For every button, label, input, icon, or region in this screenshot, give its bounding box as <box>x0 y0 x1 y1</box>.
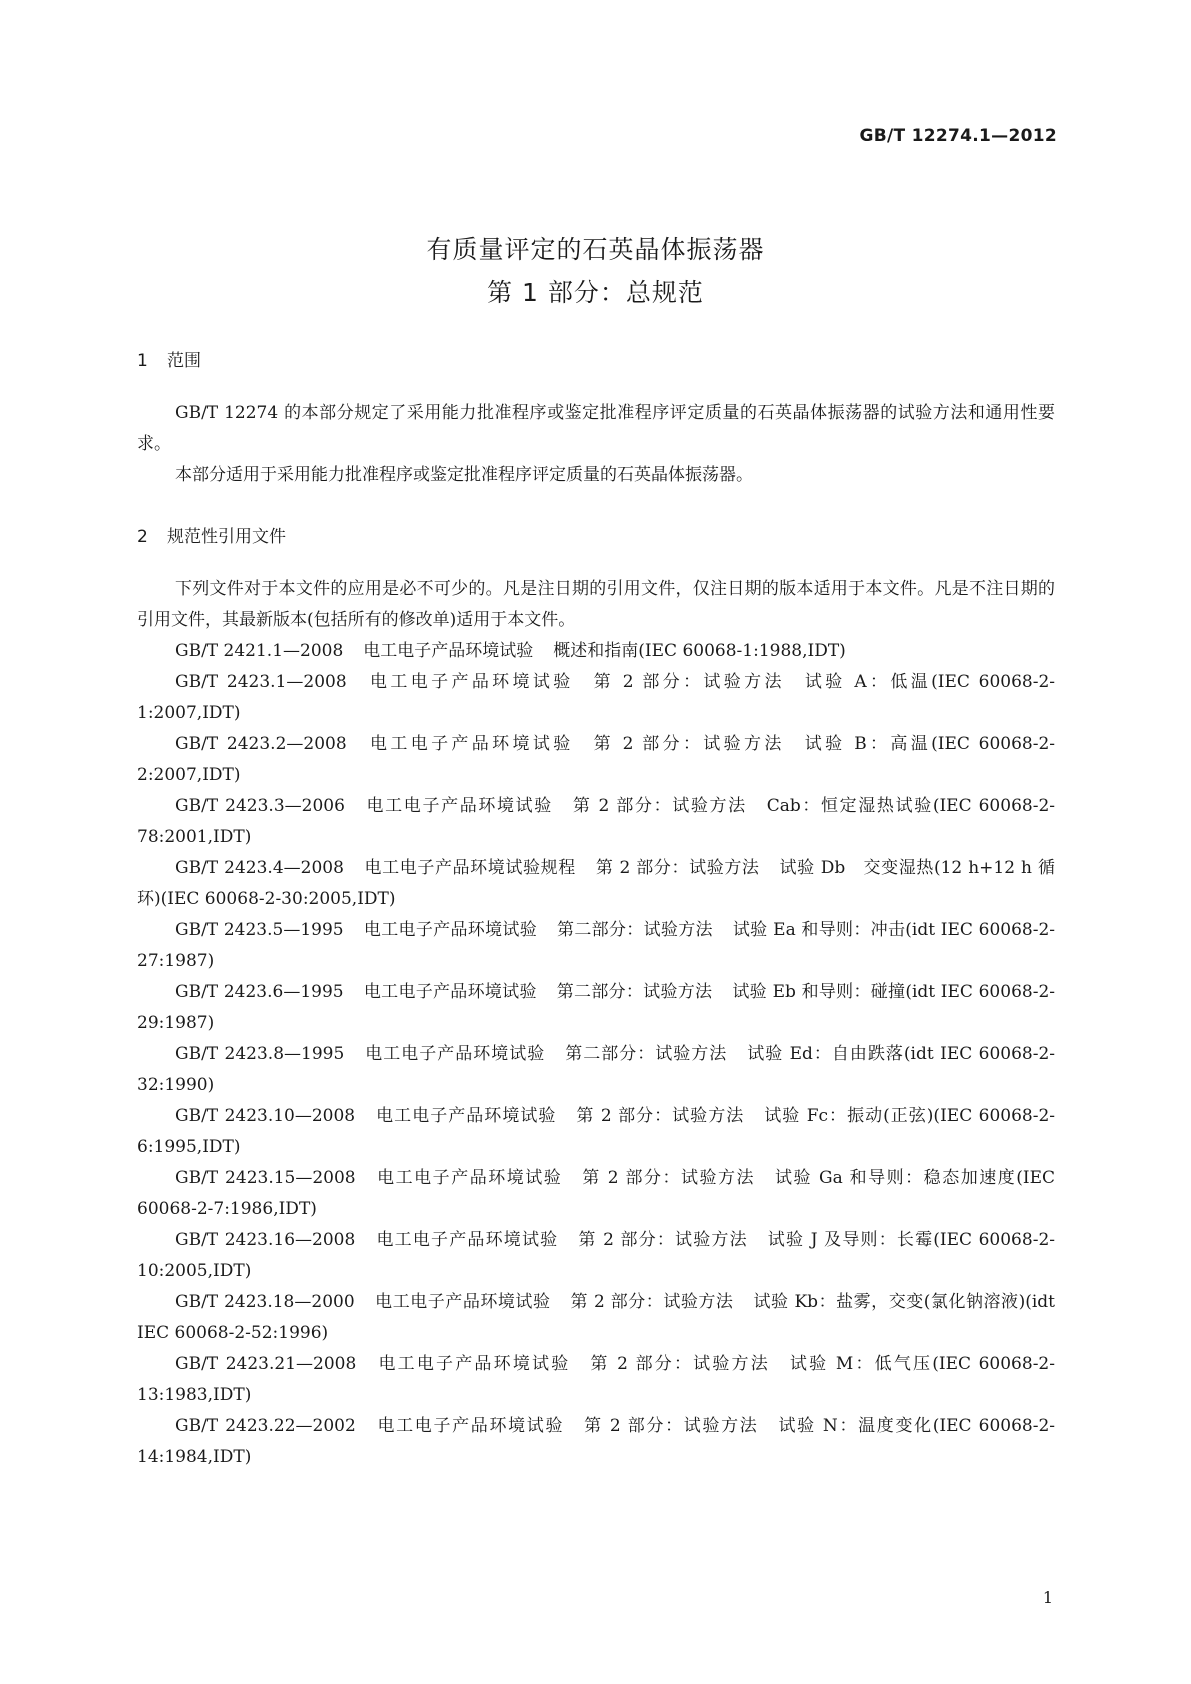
standard-code: GB/T 12274.1—2012 <box>859 126 1057 146</box>
reference-test: 试验 Fc：振动(正弦)(IEC 60068-2-6:1995,IDT) <box>137 1106 1056 1157</box>
reference-code: GB/T 2423.18—2000 <box>175 1292 355 1312</box>
reference-title: 电工电子产品环境试验 <box>363 982 537 1002</box>
reference-test: 试验 N：温度变化(IEC 60068-2-14:1984,IDT) <box>137 1416 1056 1467</box>
reference-title: 电工电子产品环境试验 <box>375 1230 559 1250</box>
reference-part: 第 2 部分：试验方法 <box>578 1230 748 1250</box>
reference-test: 试验 Ea 和导则：冲击(idt IEC 60068-2-27:1987) <box>137 920 1056 971</box>
reference-test: 概述和指南(IEC 60068-1:1988,IDT) <box>553 641 846 661</box>
reference-item <box>137 915 1055 977</box>
reference-part: 第二部分：试验方法 <box>565 1044 728 1064</box>
reference-code: GB/T 2421.1—2008 <box>175 641 344 661</box>
reference-test: 试验 A：低温(IEC 60068-2-1:2007,IDT) <box>137 672 1056 723</box>
reference-part: 第 2 部分：试验方法 <box>582 1168 756 1188</box>
reference-test: 试验 Eb 和导则：碰撞(idt IEC 60068-2-29:1987) <box>137 982 1055 1033</box>
reference-code: GB/T 2423.8—1995 <box>175 1044 345 1064</box>
reference-test: 试验 Ga 和导则：稳态加速度(IEC 60068-2-7:1986,IDT) <box>137 1168 1056 1219</box>
reference-title: 电工电子产品环境试验 <box>366 734 574 754</box>
reference-test: Cab：恒定湿热试验(IEC 60068-2-78:2001,IDT) <box>137 796 1056 847</box>
reference-item <box>137 729 1055 791</box>
reference-code: GB/T 2423.15—2008 <box>175 1168 356 1188</box>
reference-code: GB/T 2423.6—1995 <box>175 982 344 1002</box>
paragraph: 下列文件对于本文件的应用是必不可少的。凡是注日期的引用文件，仅注日期的版本适用于本文件。凡是不注日期的引用文件，其最新版本(包括所有的修改单)适用于本文件。 <box>137 579 1055 630</box>
reference-title: 电工电子产品环境试验 <box>375 1168 563 1188</box>
reference-title: 电工电子产品环境试验 <box>376 1354 571 1374</box>
reference-item <box>137 1101 1055 1163</box>
reference-item <box>137 1349 1055 1411</box>
reference-title: 电工电子产品环境试验 <box>363 641 534 661</box>
section-number: 2 <box>137 527 148 547</box>
section-title: 范围 <box>167 351 201 371</box>
page-number: 1 <box>1042 1588 1053 1607</box>
reference-item <box>137 1287 1055 1349</box>
reference-code: GB/T 2423.16—2008 <box>175 1230 356 1250</box>
reference-title: 电工电子产品环境试验规程 <box>363 858 576 878</box>
reference-test: 试验 M：低气压(IEC 60068-2-13:1983,IDT) <box>137 1354 1055 1405</box>
reference-code: GB/T 2423.21—2008 <box>175 1354 357 1374</box>
reference-test: 试验 Ed：自由跌落(idt IEC 60068-2-32:1990) <box>137 1044 1056 1095</box>
reference-title: 电工电子产品环境试验 <box>364 1044 546 1064</box>
section-title: 规范性引用文件 <box>167 527 286 547</box>
reference-part: 第 2 部分：试验方法 <box>595 858 760 878</box>
reference-item <box>137 1163 1055 1225</box>
reference-item <box>137 1411 1055 1473</box>
reference-item <box>137 667 1055 729</box>
reference-test: 试验 J 及导则：长霉(IEC 60068-2-10:2005,IDT) <box>137 1230 1055 1281</box>
reference-code: GB/T 2423.5—1995 <box>175 920 344 940</box>
section-2-body <box>137 574 1055 636</box>
paragraph: 本部分适用于采用能力批准程序或鉴定批准程序评定质量的石英晶体振荡器。 <box>175 465 753 485</box>
document-subtitle: 第 1 部分：总规范 <box>487 278 704 307</box>
reference-part: 第 2 部分：试验方法 <box>572 796 747 816</box>
section-2-heading <box>137 522 286 547</box>
reference-title: 电工电子产品环境试验 <box>366 672 574 692</box>
section-number: 1 <box>137 351 148 371</box>
reference-item <box>137 853 1055 915</box>
reference-code: GB/T 2423.2—2008 <box>175 734 347 754</box>
reference-item <box>137 977 1055 1039</box>
reference-title: 电工电子产品环境试验 <box>375 1106 557 1126</box>
reference-code: GB/T 2423.3—2006 <box>175 796 345 816</box>
reference-code: GB/T 2423.4—2008 <box>175 858 344 878</box>
reference-part: 第 2 部分：试验方法 <box>593 672 785 692</box>
reference-title: 电工电子产品环境试验 <box>374 1292 551 1312</box>
reference-code: GB/T 2423.22—2002 <box>175 1416 356 1436</box>
reference-code: GB/T 2423.10—2008 <box>175 1106 356 1126</box>
reference-part: 第二部分：试验方法 <box>556 982 713 1002</box>
reference-part: 第 2 部分：试验方法 <box>590 1354 770 1374</box>
reference-title: 电工电子产品环境试验 <box>364 796 553 816</box>
reference-test: 试验 Kb：盐雾，交变(氯化钠溶液)(idt IEC 60068-2-52:1996) <box>137 1292 1056 1343</box>
reference-part: 第 2 部分：试验方法 <box>584 1416 759 1436</box>
document-title: 有质量评定的石英晶体振荡器 <box>426 235 765 264</box>
reference-part: 第 2 部分：试验方法 <box>576 1106 745 1126</box>
reference-title: 电工电子产品环境试验 <box>375 1416 565 1436</box>
reference-item <box>137 636 1055 667</box>
reference-test: 试验 Db 交变湿热(12 h+12 h 循环)(IEC 60068-2-30:2005,IDT) <box>137 858 1056 909</box>
reference-title: 电工电子产品环境试验 <box>363 920 538 940</box>
reference-test: 试验 B：高温(IEC 60068-2-2:2007,IDT) <box>137 734 1056 785</box>
section-1-heading <box>137 346 201 371</box>
reference-list <box>137 636 1055 1473</box>
reference-code: GB/T 2423.1—2008 <box>175 672 347 692</box>
paragraph: GB/T 12274 的本部分规定了采用能力批准程序或鉴定批准程序评定质量的石英晶体振荡器的试验方法和通用性要求。 <box>137 403 1055 454</box>
reference-part: 第 2 部分：试验方法 <box>570 1292 734 1312</box>
reference-item <box>137 791 1055 853</box>
reference-part: 第二部分：试验方法 <box>557 920 713 940</box>
reference-item <box>137 1225 1055 1287</box>
reference-part: 第 2 部分：试验方法 <box>593 734 785 754</box>
section-1-body <box>137 398 1055 491</box>
reference-item <box>137 1039 1055 1101</box>
